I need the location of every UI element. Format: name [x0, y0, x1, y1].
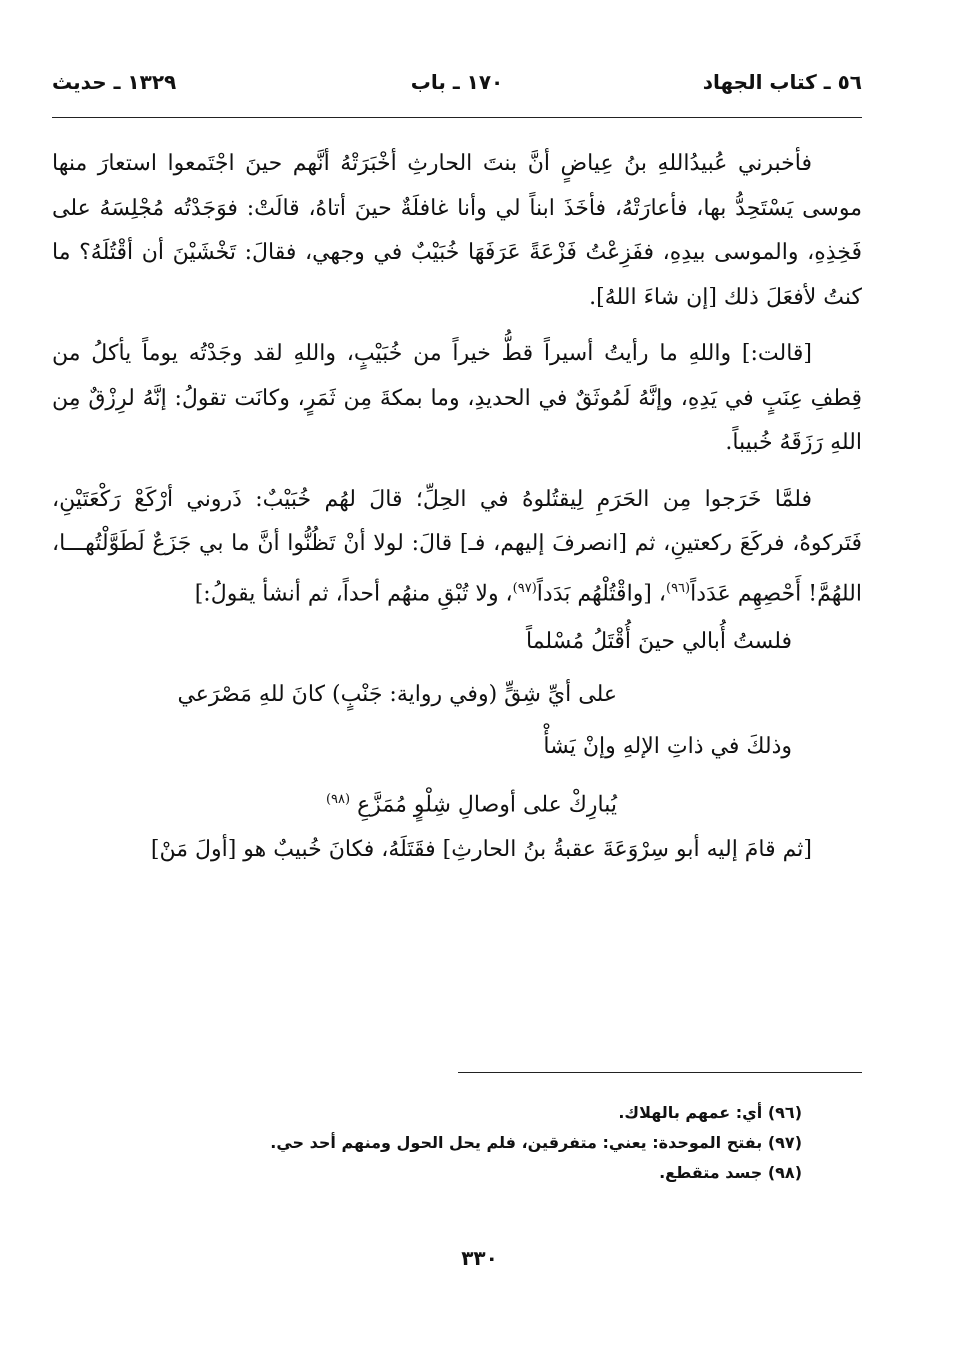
header-divider [52, 117, 862, 118]
footnote-ref-98: (٩٨) [325, 791, 351, 807]
paragraph-4: [ثم قامَ إليه أبو سِرْوَعَةَ عقبةُ بنُ الحارثِ] فقَتَلَهُ، فكانَ خُبيبٌ هو [أولَ مَنْ] [150, 836, 812, 862]
paragraph-3-part-b: ، [واقْتُلْهُم بَدَداً [536, 580, 666, 606]
verse-line-2: على أيِّ شِقٍّ (وفي رواية: جَنْبٍ) كانَ للهِ مَصْرَعي [177, 681, 617, 707]
footnote-97: (٩٧) بفتح الموحدة: يعني: متفرقين، فلم يحل الحول ومنهم أحد حي. [270, 1133, 802, 1152]
footnote-divider [458, 1072, 862, 1073]
footnote-98: (٩٨) جسد متقطع. [659, 1163, 802, 1182]
verse-line-3: وذلكَ في ذاتِ الإلهِ وإنْ يَشأْ [543, 734, 792, 760]
footnote-ref-96: (٩٦) [666, 580, 691, 596]
verse-line-1: فلستُ أُبالي حينَ أُقْتَلُ مُسْلماً [525, 629, 792, 655]
running-header [52, 70, 862, 104]
paragraph-2: [قالت:] واللهِ ما رأيتُ أسيراً قطُّ خيراً من خُبَيْبٍ، واللهِ لقد وجَدْتُه يوماً يأكلُ من قِطفِ عِنَبٍ في يَدِهِ، وإنَّهُ لَمُوثَقٌ في الحديدِ، وما بمكةَ مِن ثَمَرٍ، وكانَت تقولُ: إنَّهُ لرِزْقٌ مِن اللهِ رَزَقَهُ خُبيباً. [52, 341, 862, 455]
paragraph-3-part-a: فلمَّا خَرَجوا مِن الحَرَمِ لِيقتُلوهُ في الحِلِّ؛ قالَ لهُم خُبَيْبٌ: ذَروني أرْكَعْ رَكْعَتَيْنِ، فَتَركوهُ، فركَعَ ركعتينِ، ثم [انصرفَ إليهم، فـ] قالَ: لولا أنْ تَظُنُّوا أنَّ ما بي جَزَعٌ لَطَوَّلْتُهـــا، اللهُمَّ! أَحْصِهِم عَدَداً [52, 486, 862, 606]
verse-line-4-text: يُبارِكْ على أوصالِ شِلْوٍ مُمَزَّعِ [357, 792, 617, 818]
paragraph-3-part-c: ، ولا تُبْقِ منهُم أحداً، ثم أنشأ يقولُ:] [194, 580, 513, 606]
paragraph-3 [52, 478, 862, 617]
footnote-96: (٩٦) أي: عمهم بالهلاك. [618, 1103, 802, 1122]
footnotes [52, 1098, 862, 1188]
header-book-title: ٥٦ ـ كتاب الجهاد [702, 70, 862, 94]
footnote-ref-97: (٩٧) [512, 580, 537, 596]
header-chapter: ١٧٠ ـ باب [410, 70, 504, 94]
page-number: ٣٣٠ [461, 1246, 498, 1270]
paragraph-1: فأخبرني عُبيدُاللهِ بنُ عِياضٍ أنَّ بنتَ الحارثِ أخْبَرَتْهُ أنَّهم حينَ اجْتَمعوا استعارَ منها موسى يَسْتَحِدُّ بها، فأعارَتْهُ، فأخَذَ ابناً لي وأنا غافلَةٌ حينَ أتاهُ، قالَتْ: فوَجَدْتُه مُجْلِسَهُ على فَخِذِهِ، والموسى بيدِهِ، ففَزِعْتُ فَزْعَةً عَرَفَهَا خُبَيْبٌ في وجهي، فقالَ: تَخْشَيْنَ أن أقْتُلَهُ؟ ما كنتُ لأفعَلَ ذلك [إن شاءَ اللهُ]. [52, 151, 862, 310]
main-text [52, 142, 862, 872]
header-hadith-number: ١٣٢٩ ـ حديث [52, 70, 177, 94]
verse-line-4 [52, 778, 617, 828]
